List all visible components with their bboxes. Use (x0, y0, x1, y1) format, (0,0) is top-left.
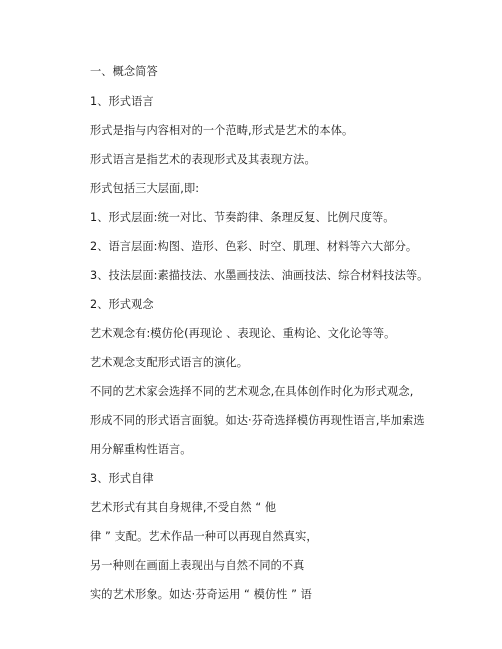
paragraph-line: 形式包括三大层面,即: (90, 182, 200, 195)
paragraph-line: 用分解重构性语言。 (90, 443, 192, 456)
paragraph-line: 另一种则在画面上表现出与自然不同的不真 (90, 559, 305, 572)
paragraph-line: 实的艺术形象。如达·芬奇运用 “ 模仿性 ” 语 (90, 588, 312, 601)
subheading-form-autonomy: 3、形式自律 (90, 472, 154, 485)
list-item: 3、技法层面:素描技法、水墨画技法、油画技法、综合材料技法等。 (90, 269, 429, 282)
paragraph-line: 艺术观念有:模仿伦(再现论 、表现论、重构论、文化论等等。 (90, 327, 396, 340)
paragraph-line: 形成不同的形式语言面貌。如达·芬奇选择模仿再现性语言,毕加索选 (90, 414, 425, 427)
paragraph-line: 不同的艺术家会选择不同的艺术观念,在具体创作时化为形式观念, (90, 385, 414, 398)
paragraph-line: 形式语言是指艺术的表现形式及其表现方法。 (90, 153, 316, 166)
list-item: 1、形式层面:统一对比、节奏韵律、条理反复、比例尺度等。 (90, 211, 395, 224)
subheading-form-language: 1、形式语言 (90, 95, 154, 108)
subheading-form-concept: 2、形式观念 (90, 298, 154, 311)
paragraph-line: 律 ” 支配。艺术作品一种可以再现自然真实， (90, 530, 318, 543)
paragraph-line: 形式是指与内容相对的一个范畴,形式是艺术的本体。 (90, 124, 354, 137)
paragraph-line: 艺术形式有其自身规律,不受自然 “ 他 (90, 501, 277, 514)
section-heading-concept-answers: 一、概念简答 (90, 65, 158, 78)
list-item: 2、语言层面:构图、造形、色彩、时空、肌理、材料等六大部分。 (90, 240, 418, 253)
paragraph-line: 艺术观念支配形式语言的演化。 (90, 356, 249, 369)
